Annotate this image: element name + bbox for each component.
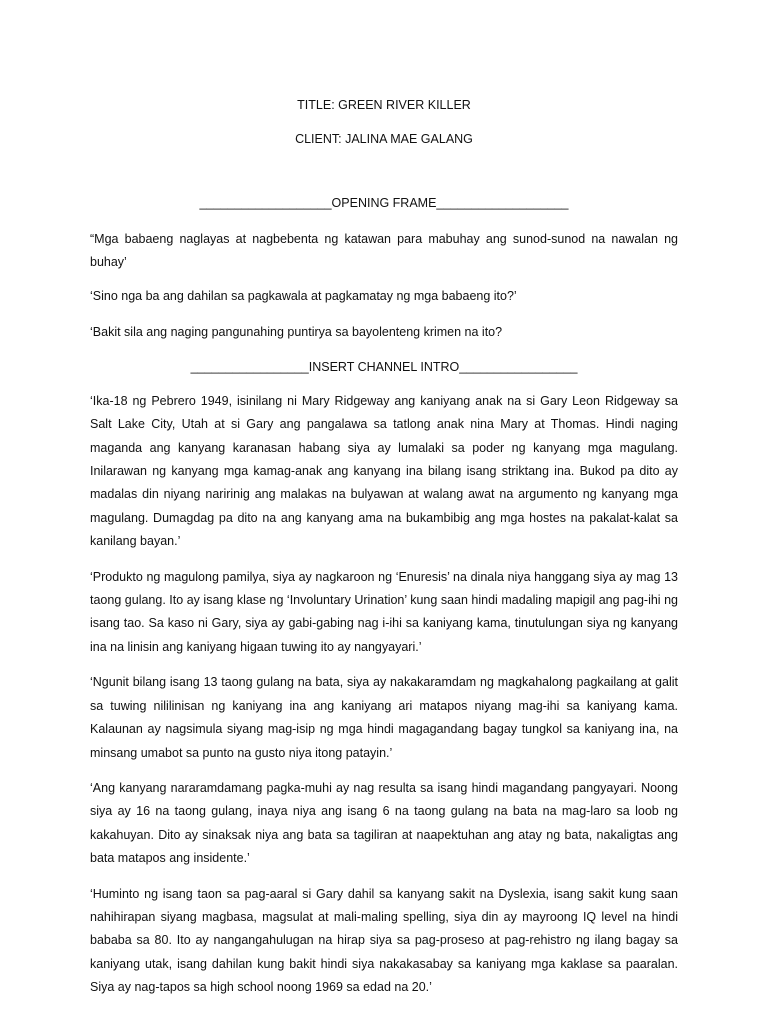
channel-intro-heading: _________________INSERT CHANNEL INTRO_________________ (190, 359, 578, 374)
body-paragraph: ‘Huminto ng isang taon sa pag-aaral si Gary dahil sa kanyang sakit na Dyslexia, isang sakit kung saan nahihirapan siyang magbasa, magsulat at mali-maling spelling, siya din ay mayroong IQ level na hindi bababa sa 80. Ito ay nangangahulugan na hirap siya sa pag-proseso at pag-rehistro ng ilang bagay sa kaniyang utak, isang dahilan kung bakit hindi siya nakakasabay sa kaniyang mga kaklase sa paaralan. Siya ay nag-tapos sa high school noong 1969 sa edad na 20.’ (90, 886, 678, 995)
opening-question: “Mga babaeng naglayas at nagbebenta ng katawan para mabuhay ang sunod-sunod na nawalan ng buhay’ (90, 232, 678, 270)
document-title: TITLE: GREEN RIVER KILLER (297, 98, 471, 112)
opening-frame-heading: ___________________OPENING FRAME___________________ (199, 196, 569, 210)
body-paragraph: ‘Ika-18 ng Pebrero 1949, isinilang ni Mary Ridgeway ang kaniyang anak na si Gary Leon Ridgeway sa Salt Lake City, Utah at si Gary ang pangalawa sa tatlong anak nina Mary at Thomas. Hindi naging maganda ang kanyang karanasan habang siya ay lumalaki sa poder ng kanyang mga magulang. Inilarawan ng kanyang mga kamag-anak ang kanyang ina bilang isang striktang ina. Bukod pa dito ay madalas din niyang naririnig ang malakas na bulyawan at walang awat na argumento ng kanyang mga magulang. Dumagdag pa dito na ang kanyang ama na bukambibig ang mga hostes na pakalat-kalat sa kanilang bayan.’ (90, 393, 678, 549)
body-paragraph: ‘Ang kanyang nararamdamang pagka-muhi ay nag resulta sa isang hindi magandang pangyayari. Noong siya ay 16 na taong gulang, inaya niya ang isang 6 na taong gulang na bata na mag-laro sa loob ng kakahuyan. Dito ay sinaksak niya ang bata sa tagiliran at naapektuhan ang atay ng bata, nakaligtas ang bata matapos ang insidente.’ (90, 780, 678, 866)
body-paragraph: ‘Ngunit bilang isang 13 taong gulang na bata, siya ay nakakaramdam ng magkahalong pagkailang at galit sa tuwing nililinisan ng kaniyang ina ang kaniyang ari matapos niyang mag-ihi sa kaniyang kama. Kalaunan ay nagsimula siyang mag-isip ng mga hindi magagandang bagay tungkol sa kaniyang ina, na minsang umabot sa punto na gusto niya itong patayin.’ (90, 675, 678, 760)
body-paragraph: ‘Produkto ng magulong pamilya, siya ay nagkaroon ng ‘Enuresis’ na dinala niya hanggang siya ay mag 13 taong gulang. Ito ay isang klase ng ‘Involuntary Urination’ kung saan hindi madaling mapigil ang pag-ihi ng isang tao. Sa kaso ni Gary, siya ay gabi-gabing nag i-ihi sa kaniyang kama, tinutulungan siya ng kanyang ina na linisin ang kaniyang higaan tuwing ito ay nangyayari.’ (90, 569, 678, 654)
opening-question: ‘Sino nga ba ang dahilan sa pagkawala at pagkamatay ng mga babaeng ito?’ (90, 288, 517, 303)
document-client: CLIENT: JALINA MAE GALANG (295, 132, 473, 146)
opening-question: ‘Bakit sila ang naging pangunahing puntirya sa bayolenteng krimen na ito? (90, 324, 503, 339)
